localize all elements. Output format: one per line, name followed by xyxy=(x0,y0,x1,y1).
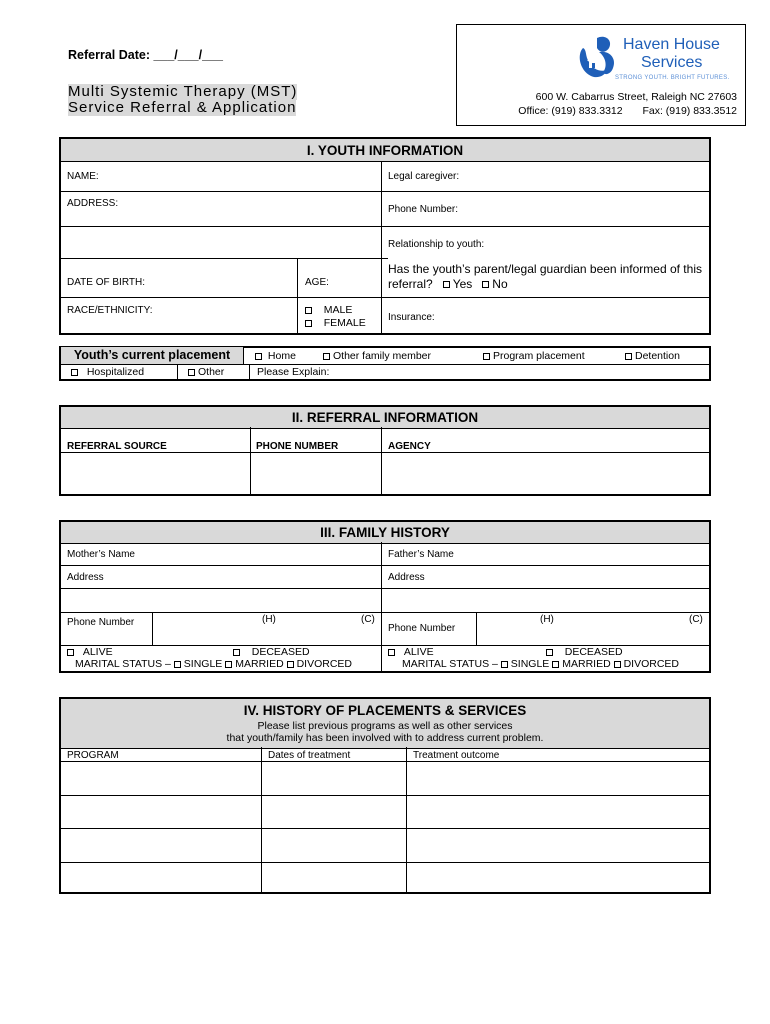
father-married-label: MARRIED xyxy=(562,658,611,670)
youth-info-heading: I. YOUTH INFORMATION xyxy=(61,139,709,162)
father-phone-home: (H) xyxy=(540,614,554,625)
placement-explain: Please Explain: xyxy=(257,366,330,378)
form-title xyxy=(68,84,297,116)
father-divorced-checkbox[interactable] xyxy=(614,661,621,668)
youth-info-section xyxy=(59,137,711,335)
father-alive-label: ALIVE xyxy=(403,646,434,658)
male-checkbox[interactable] xyxy=(305,307,312,314)
relationship-label: Relationship to youth: xyxy=(388,239,485,250)
program-label: Program placement xyxy=(493,350,585,362)
other-family-label: Other family member xyxy=(333,350,432,362)
haven-house-logo-icon xyxy=(575,34,619,80)
father-address-label: Address xyxy=(388,572,425,583)
dob-label: DATE OF BIRTH: xyxy=(67,277,145,288)
father-phone-label: Phone Number xyxy=(388,623,456,634)
history-subtitle-2: that youth/family has been involved with to address current problem. xyxy=(226,732,544,744)
placement-home xyxy=(255,350,296,362)
father-deceased-checkbox[interactable] xyxy=(546,649,553,656)
form-title-line1: Multi Systemic Therapy (MST) xyxy=(68,83,298,100)
detention-label: Detention xyxy=(635,350,680,362)
insurance-label: Insurance: xyxy=(388,312,435,323)
org-name xyxy=(623,36,720,72)
org-name-line2: Services xyxy=(641,54,703,71)
org-address: 600 W. Cabarrus Street, Raleigh NC 27603 xyxy=(535,91,737,103)
placement-program xyxy=(483,350,585,362)
mother-phone-label: Phone Number xyxy=(67,617,135,628)
guardian-informed-question xyxy=(388,262,706,292)
referral-date: Referral Date: ___/___/___ xyxy=(68,48,223,62)
col-dates: Dates of treatment xyxy=(268,750,351,761)
female-checkbox[interactable] xyxy=(305,320,312,327)
history-header xyxy=(61,699,709,749)
mother-alive-label: ALIVE xyxy=(82,646,113,658)
org-office: Office: (919) 833.3312 xyxy=(518,105,623,117)
no-label: No xyxy=(492,277,508,291)
age-label: AGE: xyxy=(305,277,329,288)
father-single-checkbox[interactable] xyxy=(501,661,508,668)
yes-label: Yes xyxy=(452,277,473,291)
org-box xyxy=(456,24,746,126)
hospitalized-checkbox[interactable] xyxy=(71,369,78,376)
caregiver-phone-label: Phone Number: xyxy=(388,204,459,215)
other-label: Other xyxy=(198,366,225,378)
col-referral-source: REFERRAL SOURCE xyxy=(67,441,167,452)
mother-divorced-checkbox[interactable] xyxy=(287,661,294,668)
father-married-checkbox[interactable] xyxy=(552,661,559,668)
mother-deceased-checkbox[interactable] xyxy=(233,649,240,656)
mother-single-label: SINGLE xyxy=(183,658,223,670)
mother-married-checkbox[interactable] xyxy=(225,661,232,668)
father-deceased-label: DECEASED xyxy=(564,646,623,658)
father-phone-cell: (C) xyxy=(689,614,703,625)
father-divorced-label: DIVORCED xyxy=(623,658,680,670)
placement-hospitalized xyxy=(71,366,144,378)
hospitalized-label: Hospitalized xyxy=(86,366,145,378)
detention-checkbox[interactable] xyxy=(625,353,632,360)
history-subtitle-1: Please list previous programs as well as other services xyxy=(257,720,513,732)
youth-address-label: ADDRESS: xyxy=(67,198,119,209)
program-checkbox[interactable] xyxy=(483,353,490,360)
mother-phone-cell: (C) xyxy=(361,614,375,625)
current-placement-label: Youth’s current placement xyxy=(61,347,244,364)
placement-detention xyxy=(625,350,680,362)
referral-heading: II. REFERRAL INFORMATION xyxy=(61,407,709,429)
mother-status xyxy=(67,646,379,670)
mother-deceased-label: DECEASED xyxy=(251,646,310,658)
mother-phone-home: (H) xyxy=(262,614,276,625)
org-name-line1: Haven House xyxy=(623,36,720,53)
sex-options xyxy=(305,304,366,330)
home-checkbox[interactable] xyxy=(255,353,262,360)
org-contact xyxy=(518,105,737,117)
mother-marital-label: MARITAL STATUS – xyxy=(75,658,171,670)
guardian-informed-text: Has the youth’s parent/legal guardian been informed of this referral? xyxy=(388,262,702,291)
father-marital-label: MARITAL STATUS – xyxy=(402,658,498,670)
history-heading: IV. HISTORY OF PLACEMENTS & SERVICES xyxy=(243,703,527,718)
family-heading: III. FAMILY HISTORY xyxy=(61,522,709,544)
youth-name-label: NAME: xyxy=(67,171,99,182)
male-label: MALE xyxy=(323,304,353,316)
mother-single-checkbox[interactable] xyxy=(174,661,181,668)
col-program: PROGRAM xyxy=(67,750,119,761)
father-alive-checkbox[interactable] xyxy=(388,649,395,656)
father-name-label: Father’s Name xyxy=(388,549,454,560)
no-checkbox[interactable] xyxy=(482,281,489,288)
mother-divorced-label: DIVORCED xyxy=(296,658,353,670)
form-title-line2: Service Referral & Application xyxy=(68,99,297,116)
org-fax: Fax: (919) 833.3512 xyxy=(642,105,737,117)
placement-other xyxy=(188,366,224,378)
female-label: FEMALE xyxy=(323,317,366,329)
col-outcome: Treatment outcome xyxy=(413,750,500,761)
legal-caregiver-label: Legal caregiver: xyxy=(388,171,460,182)
mother-address-label: Address xyxy=(67,572,104,583)
yes-checkbox[interactable] xyxy=(443,281,450,288)
other-family-checkbox[interactable] xyxy=(323,353,330,360)
mother-alive-checkbox[interactable] xyxy=(67,649,74,656)
placement-other-family xyxy=(323,350,431,362)
home-label: Home xyxy=(267,350,296,362)
mother-name-label: Mother’s Name xyxy=(67,549,135,560)
race-label: RACE/ETHNICITY: xyxy=(67,305,153,316)
father-status xyxy=(388,646,708,670)
col-phone-number: PHONE NUMBER xyxy=(256,441,339,452)
other-checkbox[interactable] xyxy=(188,369,195,376)
org-tagline: STRONG YOUTH. BRIGHT FUTURES. xyxy=(615,75,730,81)
mother-married-label: MARRIED xyxy=(235,658,284,670)
father-single-label: SINGLE xyxy=(510,658,550,670)
col-agency: AGENCY xyxy=(388,441,431,452)
